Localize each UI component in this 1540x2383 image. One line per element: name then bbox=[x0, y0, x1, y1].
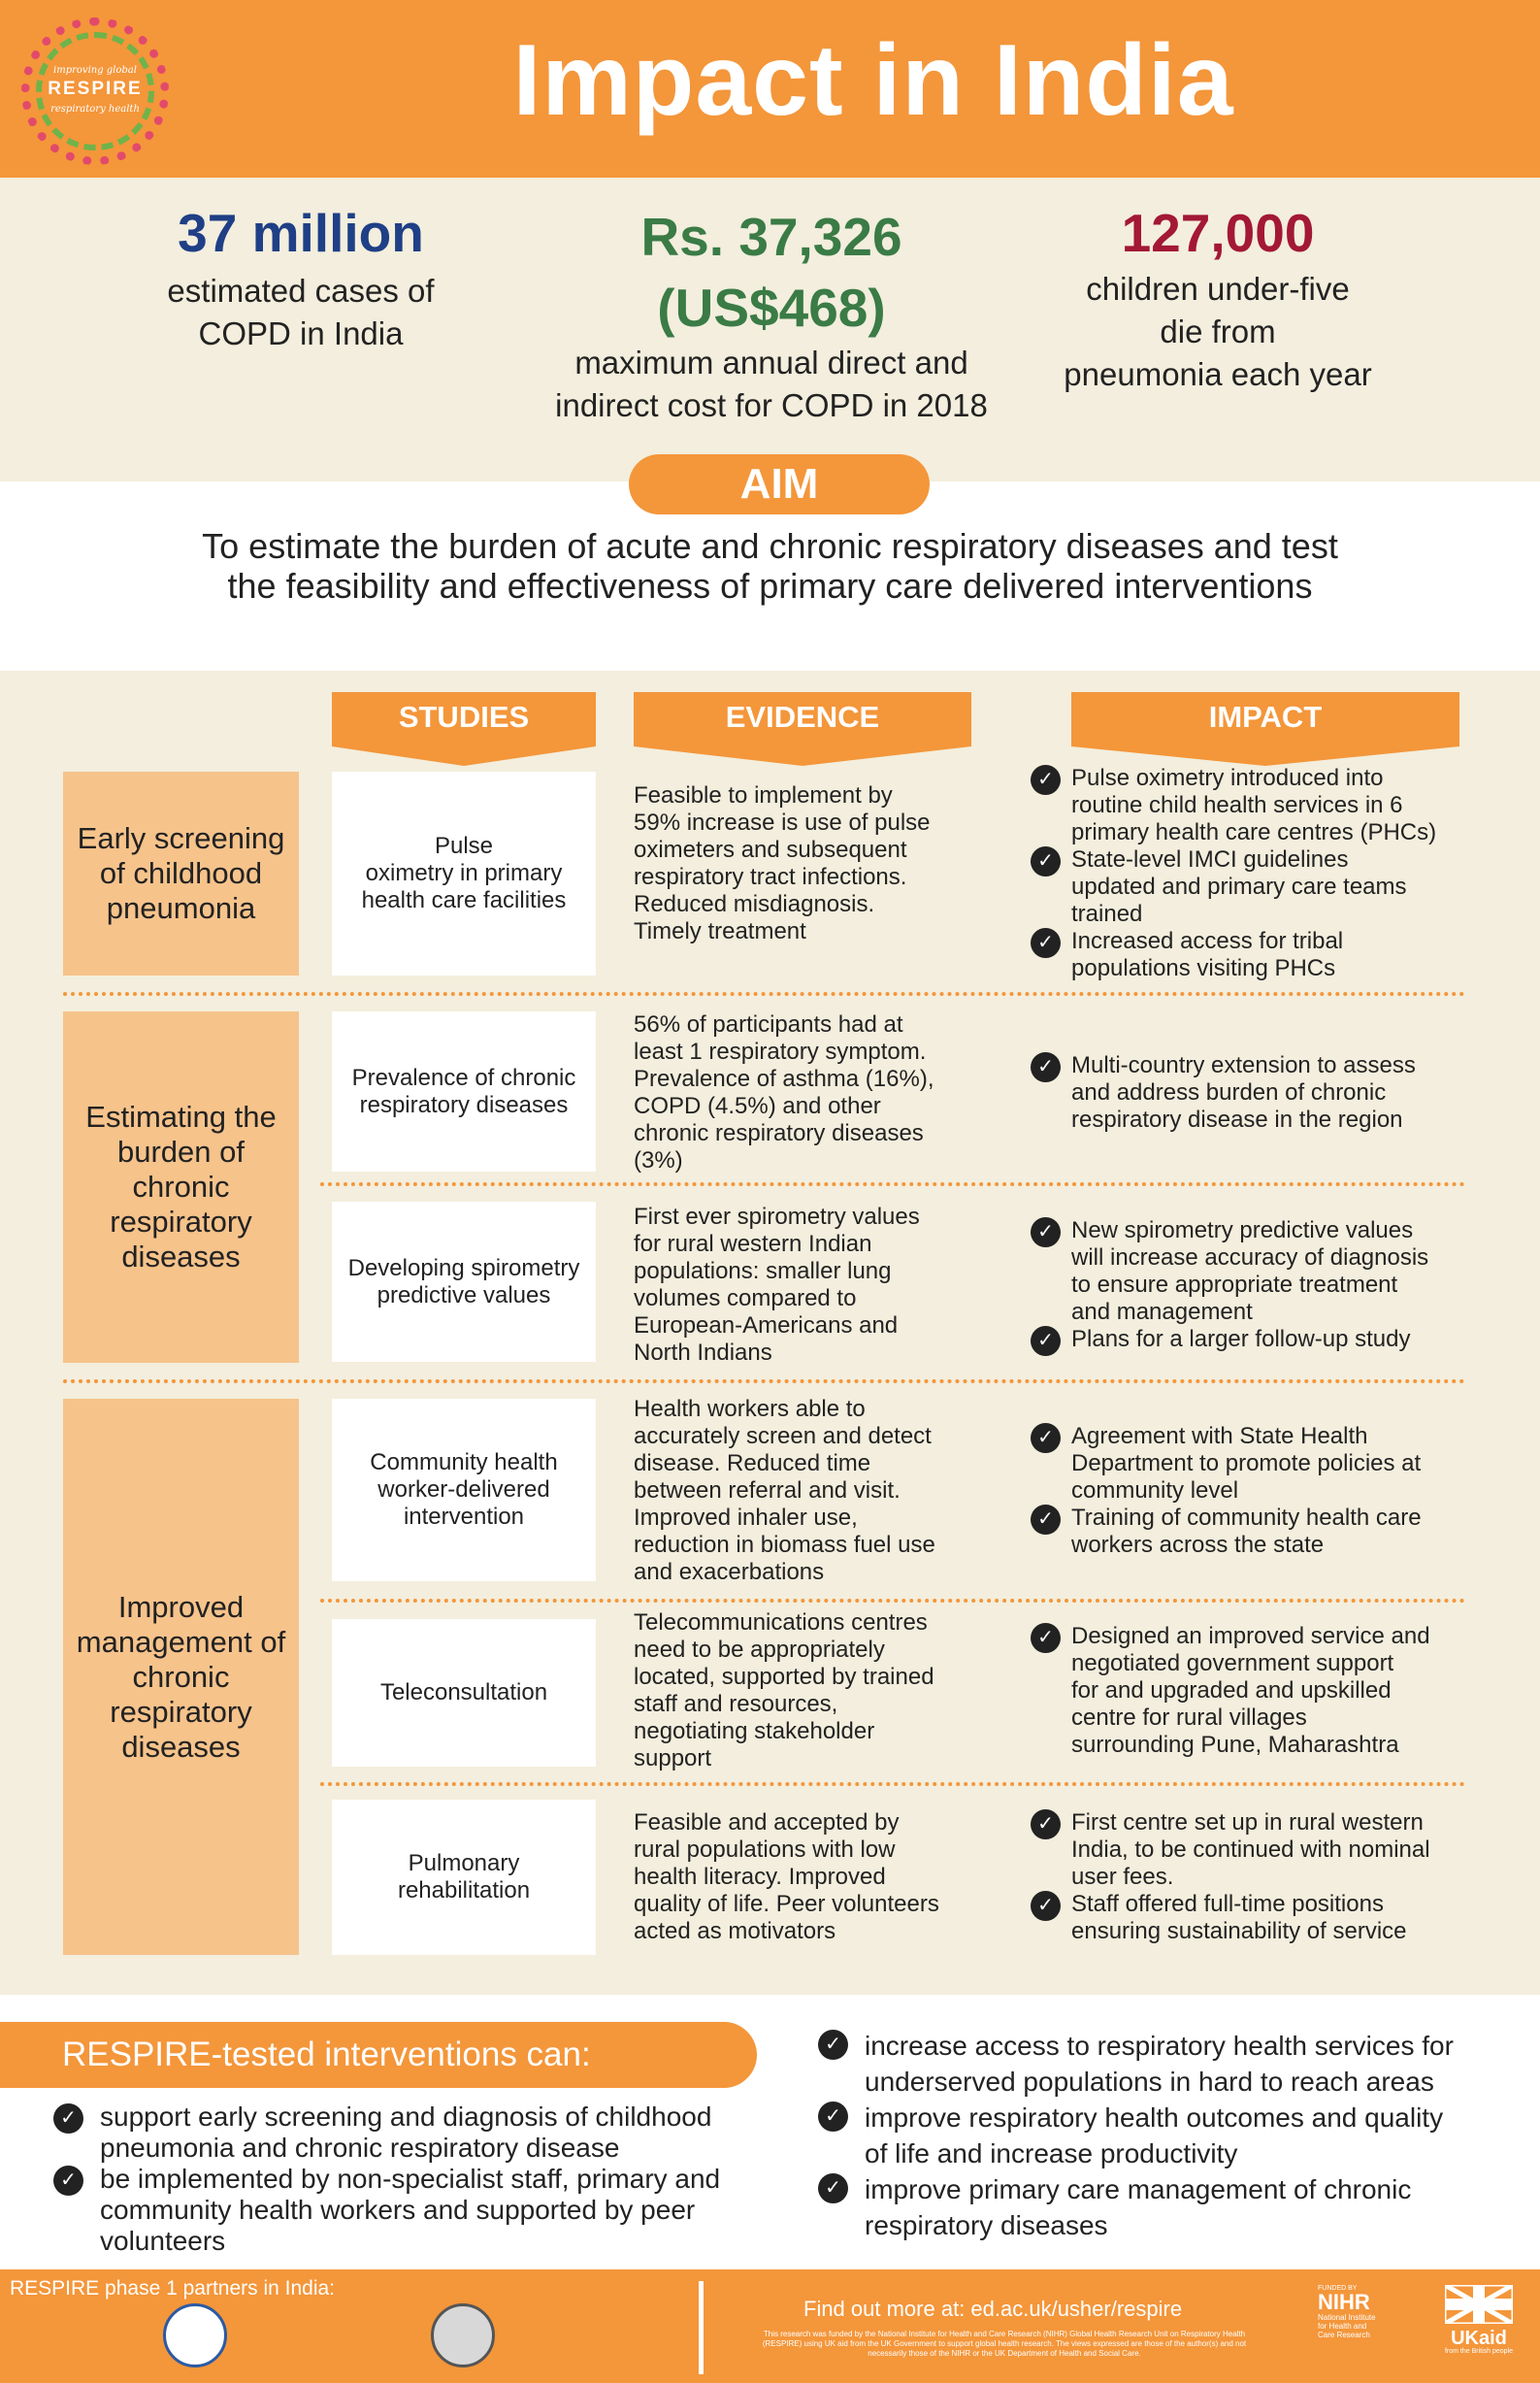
evidence-line: North Indians bbox=[634, 1340, 772, 1366]
evidence-line: Timely treatment bbox=[634, 918, 806, 944]
evidence-text bbox=[634, 1396, 1002, 1586]
study-line: Developing spirometry bbox=[347, 1254, 580, 1281]
impact-item bbox=[1031, 846, 1487, 928]
check-icon: ✓ bbox=[1031, 928, 1061, 958]
impact-list bbox=[1031, 1423, 1487, 1559]
impact-line: Agreement with State Health bbox=[1071, 1423, 1368, 1449]
impact-line: Training of community health care bbox=[1071, 1505, 1422, 1531]
evidence-line: acted as motivators bbox=[634, 1918, 836, 1944]
impact-list bbox=[1031, 1809, 1487, 1945]
impact-line: State-level IMCI guidelines bbox=[1071, 846, 1349, 873]
theme-line: Estimating the bbox=[85, 1100, 277, 1134]
impact-line: centre for rural villages bbox=[1071, 1705, 1307, 1731]
impact-line: Pulse oximetry introduced into bbox=[1071, 765, 1384, 791]
impact-item bbox=[1031, 765, 1487, 846]
logo-bottom-text: respiratory health bbox=[50, 104, 140, 115]
impact-line: Designed an improved service and bbox=[1071, 1623, 1430, 1649]
logo-top-text: improving global bbox=[53, 65, 137, 76]
evidence-line: located, supported by trained bbox=[634, 1664, 934, 1690]
intervention-line: support early screening and diagnosis of childhood bbox=[100, 2102, 712, 2132]
impact-line: First centre set up in rural western bbox=[1071, 1809, 1424, 1836]
study-line: Pulse bbox=[434, 833, 494, 859]
impact-list bbox=[1031, 1623, 1487, 1759]
evidence-line: Improved inhaler use, bbox=[634, 1505, 858, 1531]
evidence-line: quality of life. Peer volunteers bbox=[634, 1891, 939, 1917]
impact-line: ensuring sustainability of service bbox=[1071, 1918, 1407, 1944]
impact-list bbox=[1031, 1052, 1487, 1134]
impact-line: to ensure appropriate treatment bbox=[1071, 1272, 1398, 1298]
stat-line: COPD in India bbox=[198, 315, 404, 351]
column-header-studies: STUDIES bbox=[332, 692, 596, 746]
check-icon: ✓ bbox=[1031, 1505, 1061, 1535]
row-separator bbox=[320, 1599, 1465, 1603]
column-header-arrow bbox=[634, 746, 971, 766]
evidence-line: Health workers able to bbox=[634, 1396, 866, 1422]
evidence-line: populations: smaller lung bbox=[634, 1258, 892, 1284]
evidence-line: least 1 respiratory symptom. bbox=[634, 1039, 927, 1065]
impact-line: surrounding Pune, Maharashtra bbox=[1071, 1732, 1399, 1758]
interventions-left-list bbox=[53, 2102, 771, 2257]
impact-list bbox=[1031, 765, 1487, 982]
impact-line: India, to be continued with nominal bbox=[1071, 1837, 1430, 1863]
evidence-line: First ever spirometry values bbox=[634, 1204, 920, 1230]
stat-line: indirect cost for COPD in 2018 bbox=[555, 387, 988, 423]
stat-description bbox=[505, 342, 1038, 427]
evidence-line: rural populations with low bbox=[634, 1837, 896, 1863]
evidence-line: (3%) bbox=[634, 1147, 683, 1174]
study-line: Prevalence of chronic bbox=[351, 1064, 576, 1091]
impact-item bbox=[1031, 1623, 1487, 1759]
check-icon: ✓ bbox=[1031, 765, 1061, 795]
theme-improved-management bbox=[63, 1399, 299, 1955]
stat-line: pneumonia each year bbox=[1064, 356, 1372, 392]
impact-item bbox=[1031, 1505, 1487, 1559]
evidence-line: support bbox=[634, 1745, 712, 1771]
impact-item bbox=[1031, 1809, 1487, 1891]
impact-line: Staff offered full-time positions bbox=[1071, 1891, 1384, 1917]
ukaid-name: UKaid bbox=[1451, 2328, 1507, 2349]
impact-line: Plans for a larger follow-up study bbox=[1071, 1326, 1411, 1352]
intervention-item bbox=[818, 2100, 1517, 2171]
impact-line: Multi-country extension to assess bbox=[1071, 1052, 1416, 1078]
intervention-item bbox=[53, 2164, 771, 2257]
theme-line: chronic bbox=[132, 1659, 230, 1694]
impact-item bbox=[1031, 1052, 1487, 1134]
check-icon: ✓ bbox=[1031, 1217, 1061, 1247]
intervention-line: volunteers bbox=[100, 2226, 226, 2256]
stat-value bbox=[524, 202, 1019, 344]
interventions-right-list bbox=[818, 2028, 1517, 2243]
page-title: Impact in India bbox=[512, 24, 1234, 137]
check-icon: ✓ bbox=[1031, 1052, 1061, 1082]
impact-line: Increased access for tribal bbox=[1071, 928, 1344, 954]
check-icon: ✓ bbox=[818, 2102, 848, 2132]
study-line: Pulmonary bbox=[408, 1850, 520, 1876]
impact-line: user fees. bbox=[1071, 1864, 1174, 1890]
check-icon: ✓ bbox=[818, 2173, 848, 2203]
stat-line: die from bbox=[1160, 314, 1276, 349]
intervention-line: of life and increase productivity bbox=[865, 2138, 1238, 2168]
impact-item bbox=[1031, 1423, 1487, 1505]
evidence-line: Reduced misdiagnosis. bbox=[634, 891, 875, 917]
evidence-line: Telecommunications centres bbox=[634, 1609, 928, 1636]
theme-line: diseases bbox=[121, 1729, 241, 1764]
theme-line: chronic bbox=[132, 1170, 230, 1204]
impact-item bbox=[1031, 1891, 1487, 1945]
impact-line: respiratory disease in the region bbox=[1071, 1107, 1403, 1133]
nihr-small: FUNDED BY bbox=[1318, 2285, 1358, 2292]
evidence-line: Prevalence of asthma (16%), bbox=[634, 1066, 934, 1092]
partner-seal-icon bbox=[431, 2303, 495, 2367]
impact-line: community level bbox=[1071, 1477, 1239, 1504]
impact-line: Department to promote policies at bbox=[1071, 1450, 1422, 1476]
theme-line: respiratory bbox=[110, 1205, 252, 1239]
check-icon: ✓ bbox=[1031, 1809, 1061, 1839]
study-line: oximetry in primary bbox=[365, 860, 563, 886]
stat-value-line: Rs. 37,326 bbox=[640, 207, 902, 267]
check-icon: ✓ bbox=[53, 2103, 83, 2134]
intervention-line: improve respiratory health outcomes and quality bbox=[865, 2102, 1444, 2133]
aim-line: To estimate the burden of acute and chronic respiratory diseases and test bbox=[202, 526, 1338, 566]
theme-estimating-burden bbox=[63, 1011, 299, 1363]
impact-item bbox=[1031, 1326, 1487, 1353]
theme-line: management of bbox=[76, 1624, 286, 1659]
intervention-line: community health workers and supported by peer bbox=[100, 2195, 696, 2225]
evidence-text bbox=[634, 1809, 1002, 1945]
column-header-impact: IMPACT bbox=[1071, 692, 1459, 746]
check-icon: ✓ bbox=[1031, 1423, 1061, 1453]
row-separator bbox=[320, 1782, 1465, 1786]
impact-line: populations visiting PHCs bbox=[1071, 955, 1336, 981]
evidence-text bbox=[634, 1204, 1002, 1367]
impact-line: primary health care centres (PHCs) bbox=[1071, 819, 1437, 845]
impact-line: updated and primary care teams bbox=[1071, 874, 1407, 900]
evidence-line: accurately screen and detect bbox=[634, 1423, 932, 1449]
study-spirometry bbox=[332, 1202, 596, 1362]
union-flag-icon bbox=[1445, 2285, 1513, 2324]
nihr-sub: National Institute bbox=[1318, 2313, 1376, 2322]
ukaid-logo bbox=[1440, 2285, 1518, 2355]
impact-item bbox=[1031, 1217, 1487, 1326]
stat-value: 37 million bbox=[178, 203, 424, 263]
logo-name: RESPIRE bbox=[48, 79, 143, 99]
evidence-line: negotiating stakeholder bbox=[634, 1718, 875, 1744]
study-line: intervention bbox=[403, 1504, 525, 1530]
study-line: respiratory diseases bbox=[359, 1091, 569, 1118]
evidence-line: 56% of participants had at bbox=[634, 1011, 903, 1038]
theme-line: burden of bbox=[117, 1135, 245, 1169]
evidence-line: COPD (4.5%) and other bbox=[634, 1093, 881, 1119]
intervention-item bbox=[53, 2102, 771, 2164]
find-more-link[interactable]: Find out more at: ed.ac.uk/usher/respire bbox=[803, 2297, 1183, 2321]
aim-line: the feasibility and effectiveness of primary care delivered interventions bbox=[227, 566, 1313, 606]
study-community-health-worker bbox=[332, 1399, 596, 1581]
column-header-arrow bbox=[332, 746, 596, 766]
study-line: Teleconsultation bbox=[379, 1679, 548, 1705]
impact-item bbox=[1031, 928, 1487, 982]
stat-line: maximum annual direct and bbox=[574, 345, 968, 381]
column-header-arrow bbox=[1071, 746, 1459, 766]
study-line: Community health bbox=[370, 1449, 558, 1475]
evidence-line: between referral and visit. bbox=[634, 1477, 901, 1504]
stat-line: children under-five bbox=[1086, 271, 1350, 307]
partners-label: RESPIRE phase 1 partners in India: bbox=[10, 2277, 336, 2300]
impact-line: New spirometry predictive values bbox=[1071, 1217, 1414, 1243]
evidence-line: and exacerbations bbox=[634, 1559, 825, 1585]
check-icon: ✓ bbox=[53, 2166, 83, 2196]
intervention-line: increase access to respiratory health services for bbox=[865, 2031, 1454, 2061]
stat-description bbox=[107, 270, 495, 355]
intervention-line: underserved populations in hard to reach areas bbox=[865, 2067, 1434, 2097]
theme-line: of childhood bbox=[99, 856, 263, 890]
impact-line: routine child health services in 6 bbox=[1071, 792, 1403, 818]
theme-early-screening bbox=[63, 772, 299, 976]
evidence-line: respiratory tract infections. bbox=[634, 864, 907, 890]
check-icon: ✓ bbox=[818, 2030, 848, 2060]
evidence-line: volumes compared to bbox=[634, 1285, 857, 1311]
intervention-line: improve primary care management of chronic bbox=[865, 2174, 1412, 2204]
impact-line: will increase accuracy of diagnosis bbox=[1071, 1244, 1429, 1271]
intervention-line: be implemented by non-specialist staff, primary and bbox=[100, 2164, 721, 2194]
stat-line: estimated cases of bbox=[167, 273, 435, 309]
impact-list bbox=[1031, 1217, 1487, 1353]
intervention-line: respiratory diseases bbox=[865, 2210, 1108, 2240]
column-header-evidence: EVIDENCE bbox=[634, 692, 971, 746]
footer-divider bbox=[699, 2281, 704, 2374]
check-icon: ✓ bbox=[1031, 1326, 1061, 1356]
evidence-line: reduction in biomass fuel use bbox=[634, 1532, 935, 1558]
study-pulse-oximetry bbox=[332, 772, 596, 976]
theme-line: respiratory bbox=[110, 1694, 252, 1729]
theme-line: Improved bbox=[117, 1589, 245, 1624]
evidence-line: health literacy. Improved bbox=[634, 1864, 886, 1890]
stat-description bbox=[1009, 268, 1426, 396]
interventions-title: RESPIRE-tested interventions can: bbox=[0, 2022, 757, 2088]
study-line: health care facilities bbox=[361, 887, 567, 913]
evidence-text bbox=[634, 1011, 1002, 1175]
partner-seal-icon bbox=[163, 2303, 227, 2367]
row-separator bbox=[63, 992, 1465, 996]
nihr-name: NIHR bbox=[1318, 2290, 1370, 2314]
study-line: predictive values bbox=[377, 1281, 551, 1308]
respire-logo bbox=[21, 17, 169, 165]
study-teleconsultation bbox=[332, 1619, 596, 1767]
impact-line: trained bbox=[1071, 901, 1143, 927]
evidence-line: staff and resources, bbox=[634, 1691, 838, 1717]
intervention-line: pneumonia and chronic respiratory disease bbox=[100, 2133, 620, 2163]
nihr-sub: for Health and bbox=[1318, 2322, 1367, 2331]
row-separator bbox=[63, 1379, 1465, 1383]
funding-statement: This research was funded by the National Institute for Health and Care Research (NIHR) Global Health Research Unit on Respiratory Health (RESPIRE) using UK aid from the UK Government to support global health research. The views expressed are those of the author(s) and not necessarily those of the NIHR or the UK Department of Health and Social Care. bbox=[762, 2330, 1247, 2358]
impact-line: for and upgraded and upskilled bbox=[1071, 1677, 1392, 1704]
evidence-line: European-Americans and bbox=[634, 1312, 899, 1339]
check-icon: ✓ bbox=[1031, 846, 1061, 877]
check-icon: ✓ bbox=[1031, 1623, 1061, 1653]
evidence-line: oximeters and subsequent bbox=[634, 837, 907, 863]
stat-value: 127,000 bbox=[1121, 203, 1315, 263]
impact-line: negotiated government support bbox=[1071, 1650, 1394, 1676]
theme-line: Early screening bbox=[77, 821, 285, 855]
evidence-line: for rural western Indian bbox=[634, 1231, 872, 1257]
ukaid-sub: from the British people bbox=[1444, 2348, 1514, 2355]
stat-value-line: (US$468) bbox=[657, 278, 886, 338]
impact-line: and management bbox=[1071, 1299, 1253, 1325]
evidence-text bbox=[634, 1609, 1002, 1772]
impact-line: workers across the state bbox=[1071, 1532, 1325, 1558]
aim-label: AIM bbox=[629, 454, 930, 514]
evidence-line: disease. Reduced time bbox=[634, 1450, 871, 1476]
intervention-item bbox=[818, 2028, 1517, 2100]
study-pulmonary-rehabilitation bbox=[332, 1800, 596, 1955]
evidence-text bbox=[634, 782, 1002, 945]
study-line: rehabilitation bbox=[397, 1877, 531, 1903]
check-icon: ✓ bbox=[1031, 1891, 1061, 1921]
nihr-logo bbox=[1318, 2285, 1395, 2339]
study-line: worker-delivered bbox=[377, 1476, 550, 1503]
intervention-item bbox=[818, 2171, 1517, 2243]
evidence-line: Feasible to implement by bbox=[634, 782, 893, 809]
evidence-line: Feasible and accepted by bbox=[634, 1809, 900, 1836]
nihr-sub: Care Research bbox=[1318, 2331, 1370, 2339]
row-separator bbox=[320, 1182, 1465, 1186]
impact-line: and address burden of chronic bbox=[1071, 1079, 1387, 1106]
theme-line: diseases bbox=[121, 1240, 241, 1274]
study-prevalence bbox=[332, 1011, 596, 1172]
evidence-line: chronic respiratory diseases bbox=[634, 1120, 924, 1146]
aim-text bbox=[97, 526, 1443, 606]
theme-line: pneumonia bbox=[106, 891, 256, 925]
evidence-line: 59% increase is use of pulse bbox=[634, 810, 931, 836]
evidence-line: need to be appropriately bbox=[634, 1637, 885, 1663]
